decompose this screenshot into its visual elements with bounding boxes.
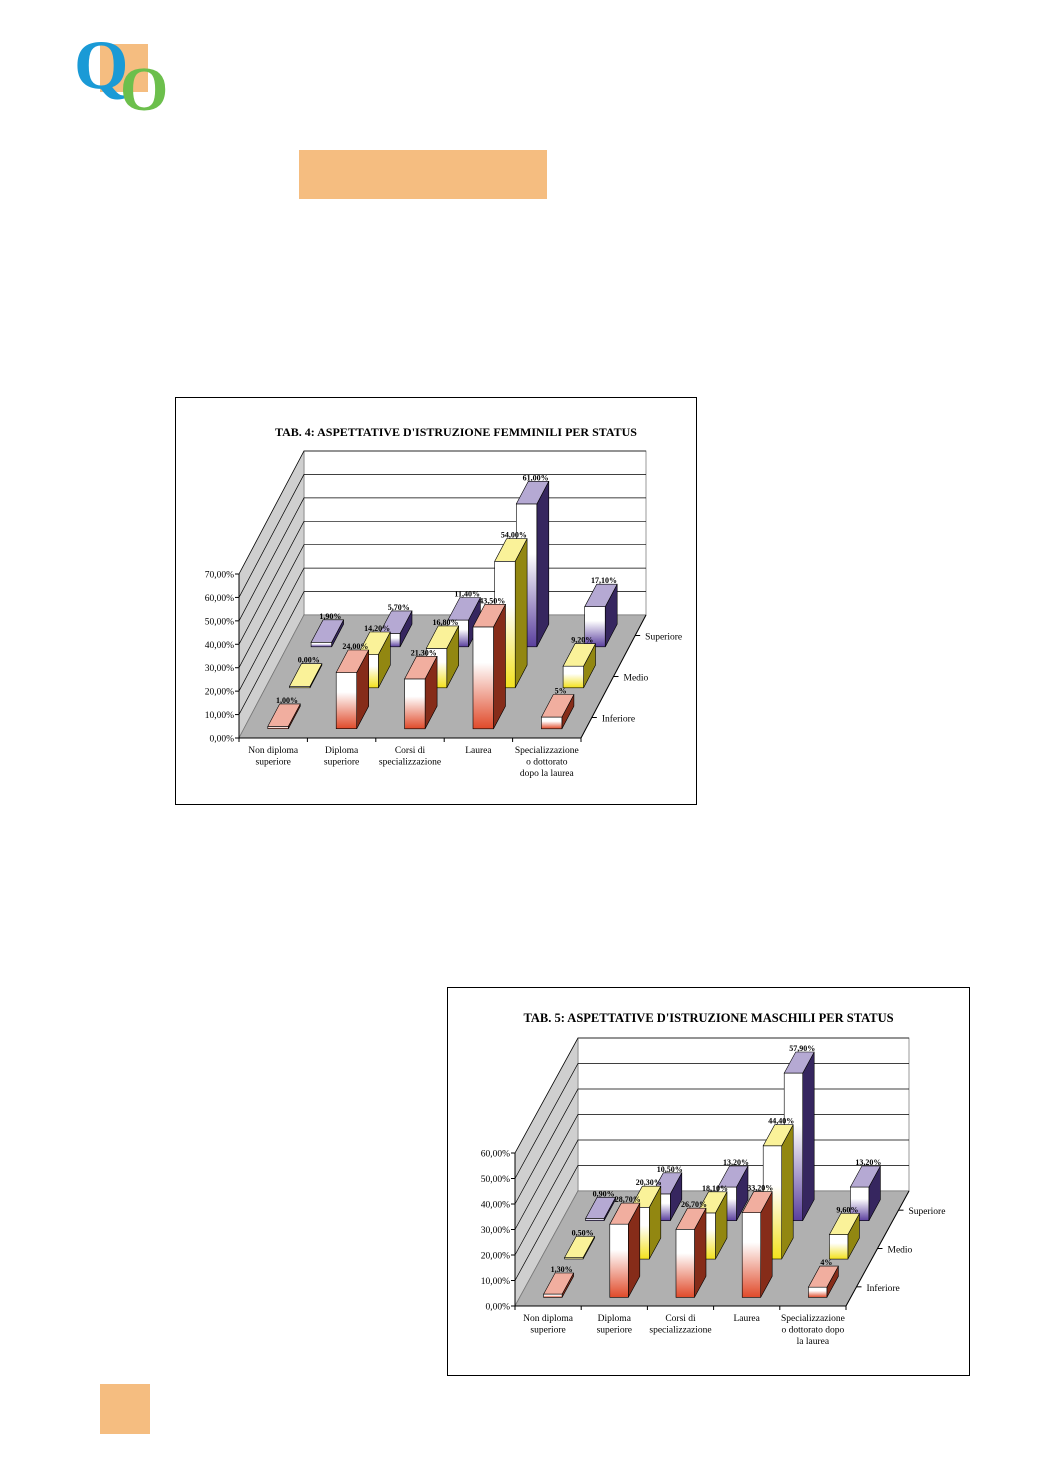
x-tick-label: superiore — [596, 1325, 632, 1336]
y-tick-label: 30,00% — [204, 664, 234, 675]
x-tick-label: specializzazione — [378, 757, 442, 768]
x-tick-label: superiore — [323, 757, 360, 768]
data-label: 57,90% — [789, 1044, 816, 1053]
y-tick-label: 50,00% — [204, 617, 234, 628]
data-label: 20,30% — [635, 1178, 662, 1188]
data-label: 0,00% — [297, 655, 320, 665]
data-label: 13,20% — [723, 1158, 749, 1167]
data-label: 1,00% — [276, 695, 298, 705]
data-label: 9,20% — [571, 635, 594, 645]
series-label: Inferiore — [866, 1283, 900, 1294]
bar-front — [544, 1294, 563, 1297]
data-label: 26,70% — [681, 1200, 707, 1210]
data-label: 1,30% — [550, 1265, 573, 1274]
logo-letter-o: O — [120, 56, 169, 116]
bar — [742, 1192, 772, 1298]
data-label: 54,00% — [500, 530, 527, 540]
y-tick-label: 60,00% — [204, 593, 234, 604]
bar-front — [563, 666, 584, 688]
y-tick-label: 20,00% — [480, 1251, 510, 1262]
series-label: Inferiore — [601, 714, 636, 725]
y-tick-label: 10,00% — [480, 1277, 510, 1287]
chart-tab5 — [447, 987, 970, 1376]
y-tick-label: 20,00% — [204, 687, 234, 698]
bar-front — [268, 726, 289, 728]
bar — [676, 1208, 706, 1297]
x-tick-label: superiore — [530, 1325, 566, 1336]
data-label: 61,00% — [522, 473, 549, 483]
series-label: Medio — [623, 673, 649, 684]
series-label: Superiore — [645, 632, 683, 643]
logo-letter-q: Q — [74, 27, 129, 104]
x-tick-label: Laurea — [733, 1314, 760, 1324]
chart-tab5-plot — [448, 988, 969, 1375]
x-tick-label: la laurea — [796, 1337, 830, 1347]
data-label: 21,30% — [410, 648, 437, 658]
y-tick-label: 70,00% — [204, 570, 234, 581]
data-label: 11,40% — [454, 589, 480, 599]
data-label: 18,10% — [702, 1183, 728, 1193]
y-tick-label: 0,00% — [209, 734, 234, 745]
y-tick-label: 10,00% — [204, 711, 234, 722]
bar-side — [803, 1052, 815, 1221]
data-label: 43,50% — [479, 596, 506, 606]
bar-front — [586, 1218, 605, 1220]
bar-front — [405, 679, 426, 729]
bar — [610, 1203, 640, 1297]
x-tick-label: Diploma — [324, 746, 359, 756]
bar-front — [808, 1287, 827, 1297]
y-tick-label: 40,00% — [204, 640, 234, 651]
x-tick-label: Corsi di — [394, 746, 426, 756]
data-label: 13,20% — [855, 1158, 882, 1167]
data-label: 33,20% — [747, 1183, 774, 1193]
data-label: 16,80% — [432, 617, 459, 627]
data-label: 1,90% — [319, 611, 342, 621]
data-label: 17,10% — [591, 576, 617, 586]
x-tick-label: specializzazione — [649, 1325, 712, 1336]
x-tick-label: Corsi di — [665, 1314, 696, 1324]
y-tick-label: 60,00% — [480, 1149, 510, 1160]
bar-side — [782, 1125, 794, 1259]
bar-front — [311, 642, 332, 647]
bar-side — [515, 539, 527, 688]
x-tick-label: superiore — [255, 757, 291, 768]
data-label: 14,20% — [364, 624, 391, 633]
data-label: 5% — [554, 686, 567, 696]
y-tick-label: 50,00% — [480, 1175, 510, 1185]
x-tick-label: Specializzazione — [780, 1314, 845, 1324]
bar-side — [537, 481, 549, 647]
y-tick-label: 30,00% — [480, 1226, 510, 1236]
series-label: Medio — [887, 1245, 913, 1256]
data-label: 5,70% — [387, 602, 410, 612]
x-tick-label: dopo la laurea — [519, 769, 574, 779]
x-tick-label: Non diploma — [248, 746, 299, 756]
x-tick-label: o dottorato dopo — [781, 1325, 845, 1336]
data-label: 9,60% — [836, 1205, 859, 1215]
x-tick-label: Specializzazione — [514, 746, 579, 756]
data-label: 44,40% — [768, 1116, 795, 1126]
y-tick-label: 0,00% — [485, 1302, 510, 1313]
data-label: 0,90% — [592, 1189, 615, 1199]
data-label: 0,50% — [571, 1228, 594, 1238]
bar — [473, 604, 506, 729]
bar-front — [829, 1235, 848, 1260]
bar-front — [742, 1213, 761, 1298]
data-label: 4% — [820, 1258, 833, 1268]
chart-title: TAB. 4: ASPETTATIVE D'ISTRUZIONE FEMMINILI PER STATUS — [275, 425, 637, 439]
chart-title: TAB. 5: ASPETTATIVE D'ISTRUZIONE MASCHILI PER STATUS — [523, 1011, 894, 1025]
data-label: 10,50% — [656, 1164, 683, 1174]
bar-front — [336, 673, 357, 729]
bar-front — [610, 1224, 629, 1297]
chart-tab4 — [175, 397, 697, 805]
x-tick-label: Laurea — [465, 746, 492, 756]
y-tick-label: 40,00% — [480, 1200, 510, 1211]
bar-front — [676, 1229, 695, 1297]
data-label: 28,70% — [614, 1195, 641, 1205]
x-tick-label: Non diploma — [523, 1314, 574, 1324]
chart-tab4-plot — [176, 398, 696, 804]
x-tick-label: o dottorato — [526, 757, 568, 768]
logo — [72, 26, 182, 116]
series-label: Superiore — [908, 1207, 946, 1218]
x-tick-label: Diploma — [597, 1314, 631, 1324]
footer-color-square — [100, 1384, 150, 1434]
header-color-bar — [299, 150, 547, 199]
bar-front — [473, 627, 494, 729]
bar-front — [541, 717, 562, 729]
data-label: 24,00% — [342, 642, 369, 651]
